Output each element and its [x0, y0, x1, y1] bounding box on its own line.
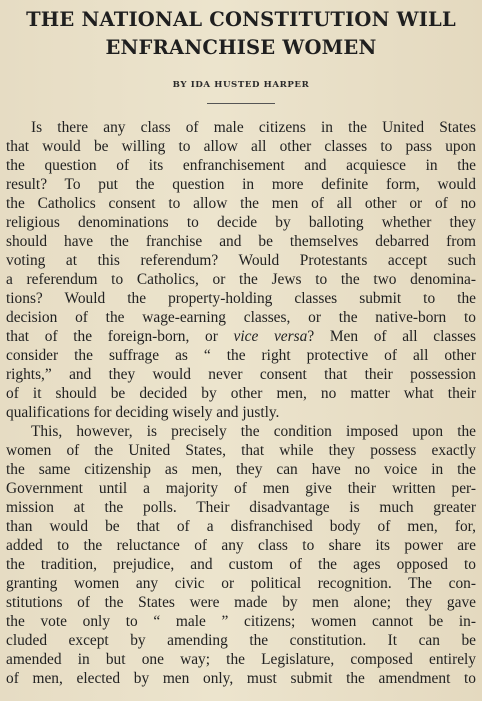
- text-line: amended in but one way; the Legislature, composed entirely: [6, 651, 476, 668]
- article-body: [6, 118, 476, 688]
- text-line: of men, elected by men only, must submit the amendment to: [6, 670, 476, 687]
- text-line: a referendum to Catholics, or the Jews to the two denomina-: [6, 271, 476, 288]
- text-line: that would be willing to allow all other classes to pass upon: [6, 138, 476, 155]
- text-line: the tradition, prejudice, and custom of the ages opposed to: [6, 556, 476, 573]
- text-line: This, however, is precisely the condition imposed upon the: [31, 423, 476, 440]
- text-line: consider the suffrage as “ the right protective of all other: [6, 347, 476, 364]
- text-line: the Catholics consent to allow the men of all other or of no: [6, 195, 476, 212]
- text-line: that of the foreign-born, or vice versa? Men of all classes: [6, 328, 476, 345]
- text-line: decision of the wage-earning classes, or the native-born to: [6, 309, 476, 326]
- text-line: result? To put the question in more definite form, would: [6, 176, 476, 193]
- italic-phrase: vice versa: [233, 328, 308, 345]
- byline: BY IDA HUSTED HARPER: [172, 80, 310, 90]
- text-line: of it should be decided by other men, no matter what their: [6, 385, 476, 402]
- text-line: than would be that of a disfranchised body of men, for,: [6, 518, 476, 535]
- text-line: religious denominations to decide by balloting whether they: [6, 214, 476, 231]
- text-line: the same citizenship as men, they can have no voice in the: [6, 461, 476, 478]
- text-line: the vote only to “ male ” citizens; women cannot be in-: [6, 613, 476, 630]
- text-line: rights,” and they would never consent that their possession: [6, 366, 476, 383]
- text-line: the question of its enfranchisement and acquiesce in the: [6, 157, 476, 174]
- text-line: cluded except by amending the constitution. It can be: [6, 632, 476, 649]
- text-line: voting at this referendum? Would Protestants accept such: [6, 252, 476, 269]
- text-line: mission at the polls. Their disadvantage is much greater: [6, 499, 476, 516]
- text-line: should have the franchise and be themselves debarred from: [6, 233, 476, 250]
- text-line: stitutions of the States were made by men alone; they gave: [6, 594, 476, 611]
- title-line-2: ENFRANCHISE WOMEN: [105, 36, 377, 59]
- text-line: Government until a majority of men give their written per-: [6, 480, 476, 497]
- title-line-1: THE NATIONAL CONSTITUTION WILL: [26, 8, 456, 31]
- text-line: Is there any class of male citizens in the United States: [31, 119, 476, 136]
- article-title: [0, 6, 482, 62]
- text-line: granting women any civic or political recognition. The con-: [6, 575, 476, 592]
- text-line: added to the reluctance of any class to share its power are: [6, 537, 476, 554]
- text-line: tions? Would the property-holding classes submit to the: [6, 290, 476, 307]
- divider-rule: [207, 103, 275, 104]
- text-line: women of the United States, that while they possess exactly: [6, 442, 476, 459]
- text-line: qualifications for deciding wisely and justly.: [6, 404, 280, 421]
